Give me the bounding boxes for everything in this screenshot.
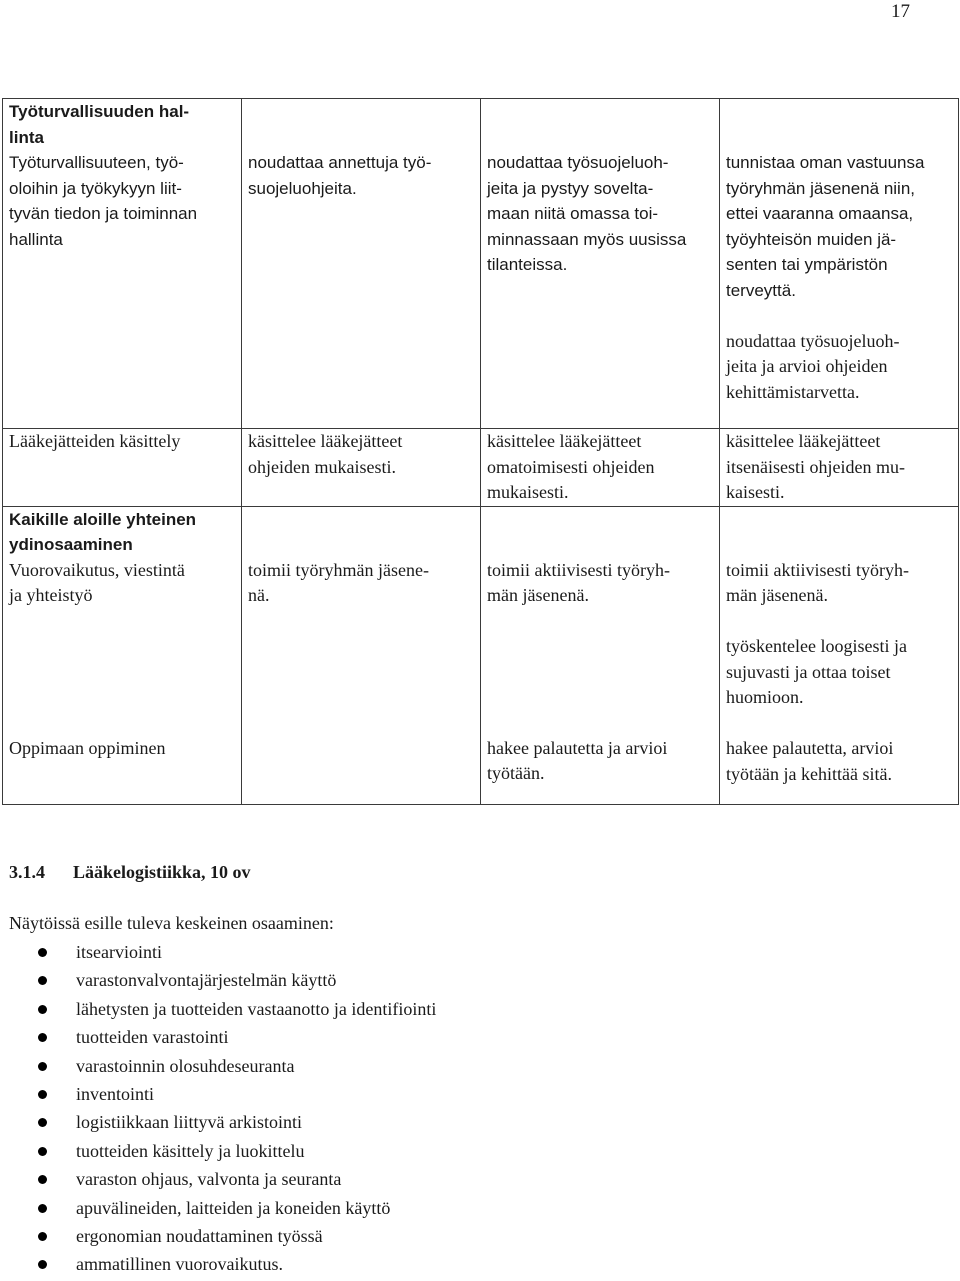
criteria-satisfactory: noudattaa annettuja työ- suojeluohjeita. — [242, 99, 481, 429]
target-cell — [3, 99, 242, 429]
section-number: 3.1.4 — [9, 862, 45, 882]
criteria-good: noudattaa työsuojeluoh- jeita ja pystyy sovelta- maan niitä omassa toi- minnassaan myös uusissa tilanteissa. — [481, 99, 720, 429]
criteria-good: käsittelee lääkejätteet omatoimisesti ohjeiden mukaisesti. — [481, 429, 720, 507]
target-description: Työturvallisuuteen, työ- oloihin ja työkykyyn liit- tyvän tiedon ja toiminnan hallinta — [9, 153, 198, 249]
criteria-excellent: toimii aktiivisesti työryh- män jäsenenä. työskentelee loogisesti ja sujuvasti ja ottaa toiset huomioon. hakee palautetta, arvioi työtään ja kehittää sitä. — [720, 506, 959, 804]
list-item: tuotteiden varastointi — [0, 1025, 436, 1053]
list-item: itsearviointi — [0, 940, 436, 968]
target-cell: Lääkejätteiden käsittely — [3, 429, 242, 507]
list-item: apuvälineiden, laitteiden ja koneiden käyttö — [0, 1196, 436, 1224]
target-title: Työturvallisuuden hal- linta — [9, 102, 190, 147]
table-row — [3, 429, 959, 507]
target-cell: Kaikille aloille yhteinen ydinosaaminen Vuorovaikutus, viestintä ja yhteistyö Oppimaan oppiminen — [3, 506, 242, 804]
list-item: lähetysten ja tuotteiden vastaanotto ja identifiointi — [0, 997, 436, 1025]
criteria-satisfactory: toimii työryhmän jäsene- nä. — [242, 506, 481, 804]
table-row — [3, 99, 959, 429]
page-number: 17 — [891, 1, 910, 22]
list-item: varastoinnin olosuhdeseuranta — [0, 1054, 436, 1082]
criteria-excellent: käsittelee lääkejätteet itsenäisesti ohjeiden mu- kaisesti. — [720, 429, 959, 507]
section-heading — [9, 860, 251, 886]
list-item: tuotteiden käsittely ja luokittelu — [0, 1139, 436, 1167]
list-item: inventointi — [0, 1082, 436, 1110]
criteria-good: toimii aktiivisesti työryh- män jäsenenä. hakee palautetta ja arvioi työtään. — [481, 506, 720, 804]
table-row — [3, 506, 959, 804]
section-intro: Näytöissä esille tuleva keskeinen osaaminen: — [9, 913, 334, 933]
list-item: logistiikkaan liittyvä arkistointi — [0, 1110, 436, 1138]
target-title: Kaikille aloille yhteinen ydinosaaminen — [9, 509, 197, 554]
list-item: ammatillinen vuorovaikutus. — [0, 1252, 436, 1280]
list-item: varastonvalvontajärjestelmän käyttö — [0, 968, 436, 996]
list-item: ergonomian noudattaminen työssä — [0, 1224, 436, 1252]
assessment-criteria-table — [2, 98, 959, 805]
list-item: varaston ohjaus, valvonta ja seuranta — [0, 1167, 436, 1195]
section-title: Lääkelogistiikka, 10 ov — [73, 862, 251, 882]
criteria-satisfactory: käsittelee lääkejätteet ohjeiden mukaisesti. — [242, 429, 481, 507]
criteria-excellent: tunnistaa oman vastuunsa työryhmän jäsenenä niin, ettei vaaranna omaansa, työyhteisön muiden jä- senten tai ympäristön terveyttä. noudattaa työsuojeluoh- jeita ja arvioi ohjeiden kehittämistarvetta. — [720, 99, 959, 429]
skills-list — [0, 940, 436, 1281]
